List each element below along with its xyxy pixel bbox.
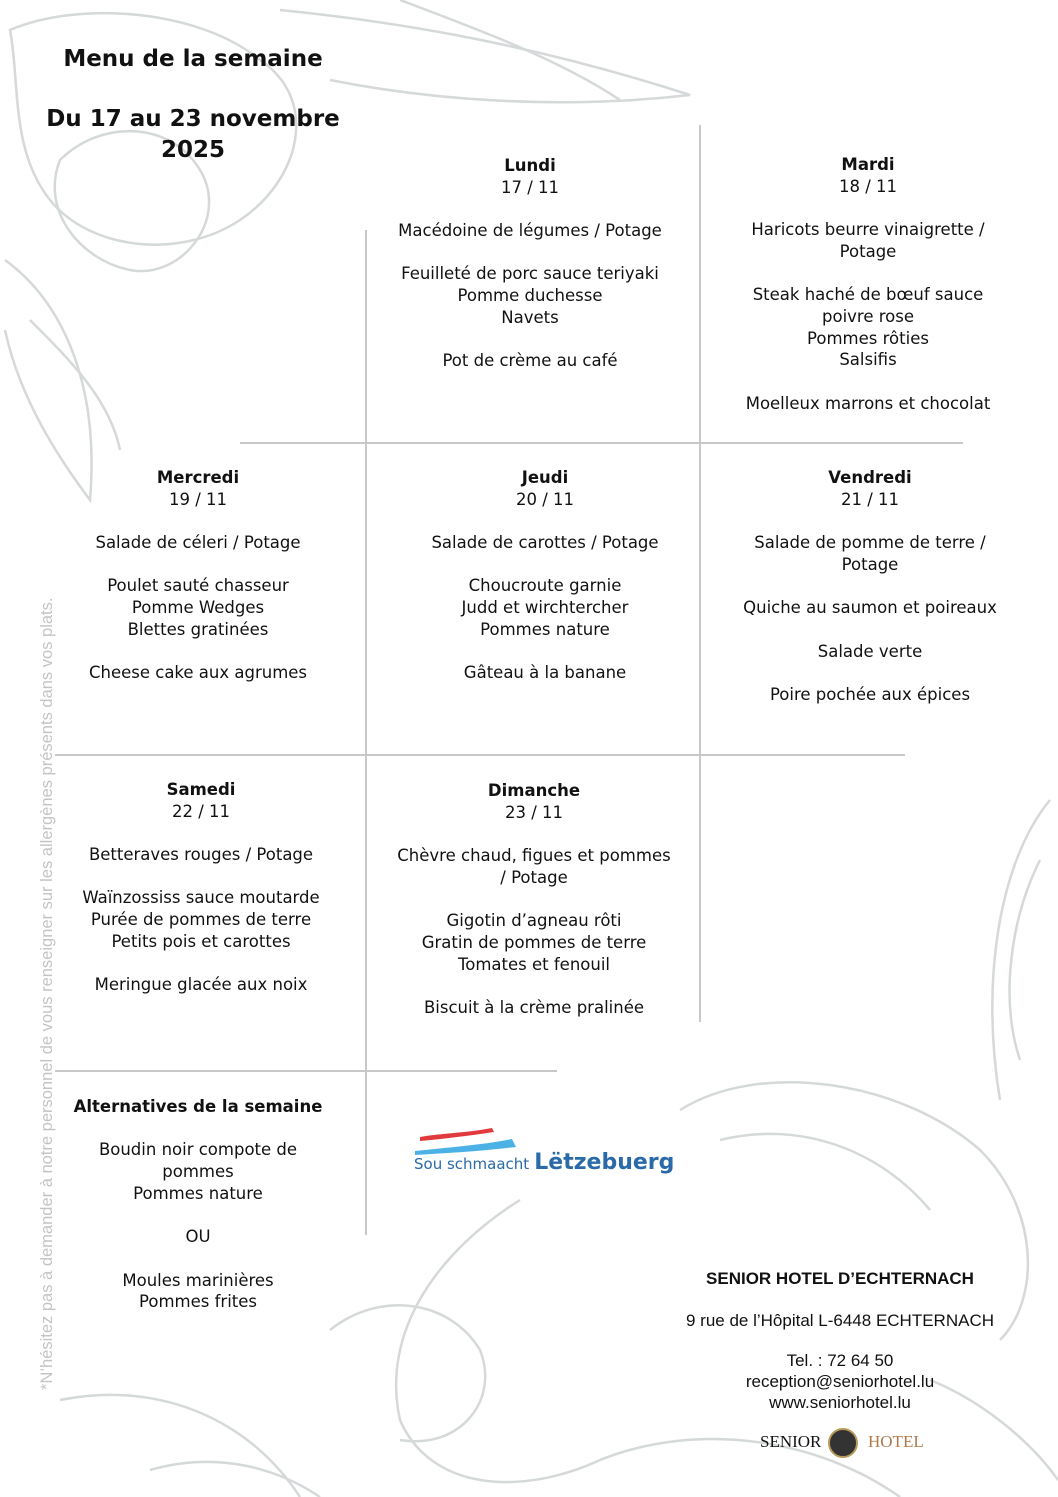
dish-group bbox=[385, 575, 705, 640]
dish-line: / Potage bbox=[500, 867, 568, 887]
dish-line: Salade de céleri / Potage bbox=[95, 533, 301, 553]
dish-line: Choucroute garnie bbox=[468, 576, 622, 596]
dish-line: Quiche au saumon et poireaux bbox=[743, 598, 997, 618]
dish-group bbox=[38, 1270, 358, 1313]
dish-group bbox=[374, 910, 694, 975]
dish-line: Navets bbox=[501, 307, 559, 327]
dish-group bbox=[710, 641, 1030, 663]
allergen-note: *N’hésitez pas à demander à notre personnel de vous renseigner sur les allergènes présents dans vos plats. bbox=[38, 597, 56, 1390]
dish-line: Poulet sauté chasseur bbox=[107, 576, 289, 596]
dish-line: Potage bbox=[841, 554, 899, 574]
dish-line: Moules marinières bbox=[122, 1270, 274, 1290]
day-name: Samedi bbox=[166, 780, 236, 799]
dish-line: poivre rose bbox=[822, 306, 914, 326]
dish-line: Blettes gratinées bbox=[127, 619, 269, 639]
dish-group bbox=[708, 284, 1028, 371]
hotel-address: 9 rue de l’Hôpital L-6448 ECHTERNACH bbox=[685, 1311, 995, 1330]
dish-line: Salsifis bbox=[839, 350, 897, 370]
day-date: 23 / 11 bbox=[504, 802, 564, 822]
period-line-1: Du 17 au 23 novembre bbox=[46, 106, 340, 132]
dish-group bbox=[370, 220, 690, 242]
dish-line: Tomates et fenouil bbox=[457, 954, 611, 974]
menu-day-cell bbox=[385, 467, 705, 684]
dish-group bbox=[374, 845, 694, 888]
dish-line: Petits pois et carottes bbox=[111, 931, 291, 951]
dish-group bbox=[385, 532, 705, 554]
dish-line: Macédoine de légumes / Potage bbox=[398, 221, 662, 241]
dish-line: Salade verte bbox=[817, 641, 923, 661]
menu-day-cell bbox=[38, 467, 358, 684]
grid-divider bbox=[365, 230, 367, 1235]
hotel-email[interactable]: reception@seniorhotel.lu bbox=[745, 1372, 935, 1391]
dish-group bbox=[710, 684, 1030, 706]
period-line-2: 2025 bbox=[160, 137, 225, 163]
dish-line: Cheese cake aux agrumes bbox=[88, 663, 308, 683]
dish-line: Pommes nature bbox=[480, 619, 610, 639]
dish-group bbox=[708, 219, 1028, 262]
dish-line: OU bbox=[185, 1227, 211, 1247]
day-date: 20 / 11 bbox=[515, 489, 575, 509]
dish-line: Potage bbox=[839, 241, 897, 261]
page-title: Menu de la semaine bbox=[63, 46, 323, 72]
dish-group bbox=[385, 662, 705, 684]
logo-text-small: Sou schmaacht bbox=[414, 1155, 530, 1173]
grid-divider bbox=[240, 442, 963, 444]
dish-line: Salade de pomme de terre / bbox=[754, 533, 986, 553]
grid-divider bbox=[55, 754, 905, 756]
menu-day-cell bbox=[41, 779, 361, 996]
dish-line: Poire pochée aux épices bbox=[769, 684, 971, 704]
brand-left: SENIOR bbox=[760, 1432, 822, 1451]
dish-line: Salade de carottes / Potage bbox=[431, 533, 659, 553]
dish-line: Waïnzossiss sauce moutarde bbox=[82, 888, 320, 908]
dish-group bbox=[370, 350, 690, 372]
day-date: 21 / 11 bbox=[840, 489, 900, 509]
day-date: 19 / 11 bbox=[168, 489, 228, 509]
dish-line: Biscuit à la crème pralinée bbox=[423, 997, 645, 1017]
dish-line: Pommes nature bbox=[133, 1183, 263, 1203]
day-name: Mardi bbox=[841, 155, 895, 174]
dish-line: Meringue glacée aux noix bbox=[94, 975, 308, 995]
dish-group bbox=[38, 662, 358, 684]
hotel-website[interactable]: www.seniorhotel.lu bbox=[769, 1393, 911, 1412]
day-name: Jeudi bbox=[521, 468, 569, 487]
dish-line: Feuilleté de porc sauce teriyaki bbox=[401, 264, 659, 284]
hotel-name: SENIOR HOTEL D’ECHTERNACH bbox=[706, 1269, 974, 1288]
dish-line: Moelleux marrons et chocolat bbox=[745, 393, 991, 413]
dish-line: Pomme Wedges bbox=[131, 598, 265, 618]
dish-group bbox=[41, 844, 361, 866]
dish-group bbox=[710, 597, 1030, 619]
dish-group bbox=[41, 887, 361, 952]
menu-day-cell bbox=[710, 467, 1030, 706]
dish-line: Chèvre chaud, figues et pommes bbox=[397, 846, 671, 866]
dish-line: Steak haché de bœuf sauce bbox=[752, 285, 984, 305]
dish-line: Pommes frites bbox=[139, 1292, 257, 1312]
dish-line: Judd et wirchtercher bbox=[461, 598, 629, 618]
senior-hotel-logo bbox=[760, 1428, 930, 1458]
dish-line: Pommes rôties bbox=[807, 328, 929, 348]
day-name: Dimanche bbox=[487, 781, 581, 800]
sou-schmaacht-letzebuerg-logo bbox=[412, 1125, 675, 1177]
dish-group bbox=[370, 263, 690, 328]
dish-group bbox=[41, 974, 361, 996]
dish-group bbox=[38, 1139, 358, 1204]
dish-line: Gratin de pommes de terre bbox=[421, 932, 647, 952]
dish-line: Boudin noir compote de bbox=[98, 1140, 298, 1160]
day-name: Mercredi bbox=[156, 468, 240, 487]
dish-line: pommes bbox=[162, 1162, 234, 1182]
dish-line: Pot de crème au café bbox=[442, 351, 618, 371]
day-date: 22 / 11 bbox=[171, 801, 231, 821]
day-name: Alternatives de la semaine bbox=[73, 1097, 323, 1116]
dish-line: Betteraves rouges / Potage bbox=[88, 845, 314, 865]
day-date: 17 / 11 bbox=[500, 177, 560, 197]
grid-divider bbox=[55, 1070, 557, 1072]
menu-day-cell bbox=[370, 155, 690, 372]
menu-day-cell bbox=[374, 780, 694, 1019]
brand-emblem-icon bbox=[828, 1428, 858, 1458]
menu-day-cell bbox=[38, 1096, 358, 1313]
logo-text-big: Lëtzebuerg bbox=[534, 1150, 675, 1175]
dish-group bbox=[374, 997, 694, 1019]
dish-group bbox=[38, 532, 358, 554]
dish-line: Gâteau à la banane bbox=[463, 663, 627, 683]
dish-group bbox=[708, 393, 1028, 415]
day-name: Vendredi bbox=[828, 468, 912, 487]
hotel-phone: Tel. : 72 64 50 bbox=[786, 1351, 894, 1370]
dish-line: Pomme duchesse bbox=[457, 286, 603, 306]
dish-group bbox=[710, 532, 1030, 575]
brand-right: HOTEL bbox=[868, 1432, 924, 1451]
dish-group bbox=[38, 1226, 358, 1248]
day-date: 18 / 11 bbox=[838, 176, 898, 196]
dish-line: Purée de pommes de terre bbox=[90, 910, 312, 930]
dish-group bbox=[38, 575, 358, 640]
dish-line: Haricots beurre vinaigrette / bbox=[751, 220, 985, 240]
day-name: Lundi bbox=[504, 156, 556, 175]
menu-day-cell bbox=[708, 154, 1028, 414]
dish-line: Gigotin d’agneau rôti bbox=[446, 911, 622, 931]
